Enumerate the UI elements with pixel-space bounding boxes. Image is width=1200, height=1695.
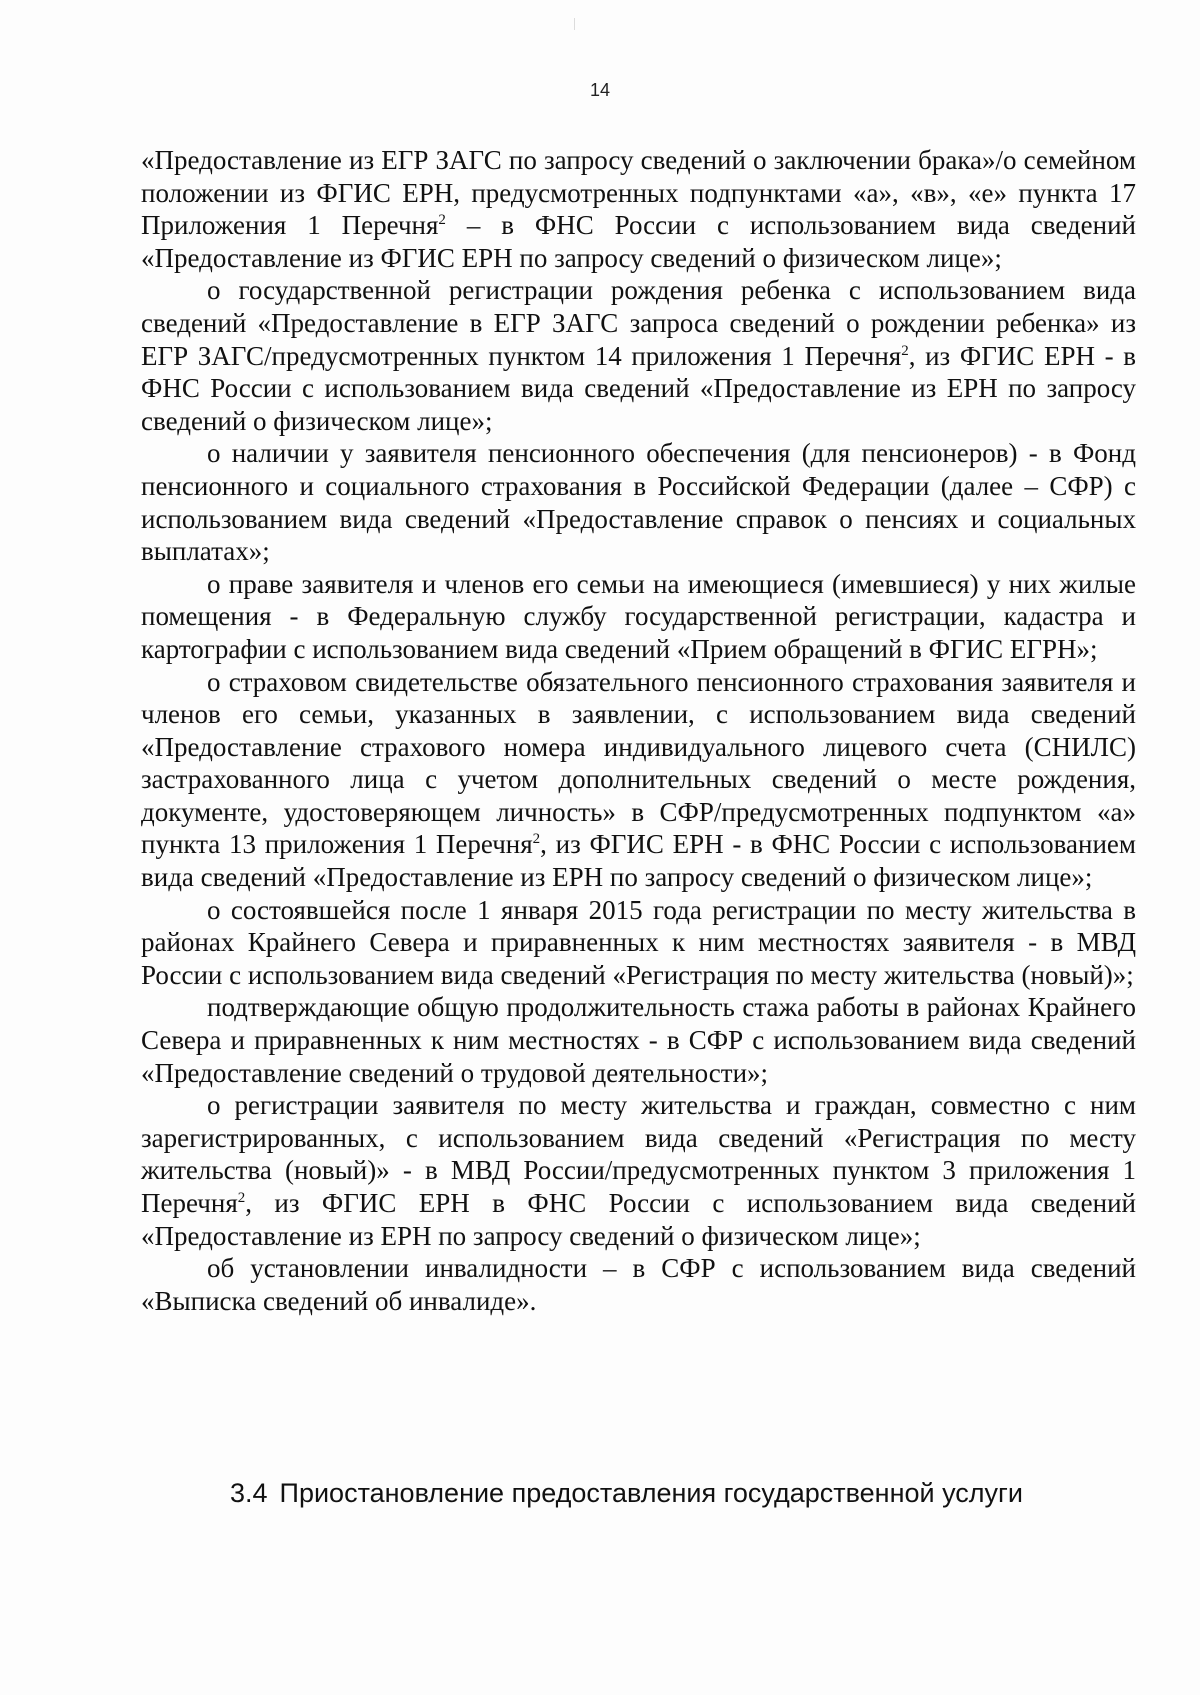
paragraph-text: , из ФГИС ЕРН - в ФНС России с использованием вида сведений «Предоставление из ЕРН по запросу сведений о физическом лице»;: [141, 340, 1137, 436]
paragraph-item: [141, 894, 1136, 992]
scan-artifact: [574, 18, 575, 30]
paragraph-text: о регистрации заявителя по месту жительства и граждан, совместно с ним зарегистрированных, с использованием вида сведений «Регистрация по месту жительства (новый)» - в МВД России/предусмотренных пунктом 3 приложения 1 Перечня: [141, 1090, 1136, 1218]
paragraph-item: [141, 1089, 1136, 1252]
document-body: [141, 144, 1136, 1317]
section-number: 3.4: [230, 1478, 268, 1508]
footnote-reference: 2: [237, 1190, 246, 1206]
paragraph-item: [141, 437, 1136, 567]
section-heading: [230, 1476, 1130, 1510]
paragraph-text: подтверждающие общую продолжительность стажа работы в районах Крайнего Севера и приравненных к ним местностях - в СФР с использованием вида сведений «Предоставление сведений о трудовой деятельности»;: [141, 992, 1136, 1088]
section-title: Приостановление предоставления государственной услуги: [279, 1478, 1023, 1508]
paragraph-text: о государственной регистрации рождения ребенка с использованием вида сведений «Предоставление в ЕГР ЗАГС запроса сведений о рождении ребенка» из ЕГР ЗАГС/предусмотренных пунктом 14 приложения 1 Перечня: [141, 275, 1136, 371]
paragraph-text: о праве заявителя и членов его семьи на имеющиеся (имевшиеся) у них жилые помещения - в Федеральную службу государственной регистрации, кадастра и картографии с использованием вида сведений «Прием обращений в ФГИС ЕГРН»;: [141, 568, 1136, 664]
paragraph-item: [141, 1252, 1136, 1317]
paragraph-item: [141, 991, 1136, 1089]
footnote-reference: 2: [438, 212, 446, 229]
paragraph-text: об установлении инвалидности – в СФР с использованием вида сведений «Выписка сведений об инвалиде».: [141, 1253, 1136, 1316]
paragraph-item: [141, 274, 1136, 437]
paragraph-text: о страховом свидетельстве обязательного пенсионного страхования заявителя и членов его семьи, указанных в заявлении, с использованием вида сведений «Предоставление страхового номера индивидуального лицевого счета (СНИЛС) застрахованного лица с учетом дополнительных сведений о месте рождения, документе, удостоверяющем личность» в СФР/предусмотренных подпунктом «а» пункта 13 приложения 1 Перечня: [141, 666, 1136, 860]
footnote-reference: 2: [901, 342, 909, 359]
paragraph-text: «Предоставление из ЕГР ЗАГС по запросу сведений о заключении брака»/о семейном положении из ФГИС ЕРН, предусмотренных подпунктами «а», «в», «е» пункта 17 Приложения 1 Перечня: [141, 145, 1136, 241]
paragraph-text: , из ФГИС ЕРН - в ФНС России с использованием вида сведений «Предоставление из ЕРН по запросу сведений о физическом лице»;: [141, 829, 1136, 893]
paragraph-item: [141, 666, 1136, 894]
paragraph-continuation: [141, 144, 1136, 274]
paragraph-text: , из ФГИС ЕРН в ФНС России с использованием вида сведений «Предоставление из ЕРН по запросу сведений о физическом лице»;: [141, 1188, 1136, 1251]
paragraph-text: о наличии у заявителя пенсионного обеспечения (для пенсионеров) - в Фонд пенсионного и социального страхования в Российской Федерации (далее – СФР) с использованием вида сведений «Предоставление справок о пенсиях и социальных выплатах»;: [141, 438, 1136, 567]
paragraph-item: [141, 568, 1136, 666]
footnote-reference: 2: [532, 831, 541, 848]
page-number: 14: [589, 80, 611, 100]
paragraph-text: – в ФНС России с использованием вида сведений «Предоставление из ФГИС ЕРН по запросу сведений о физическом лице»;: [141, 210, 1137, 273]
paragraph-text: о состоявшейся после 1 января 2015 года регистрации по месту жительства в районах Крайнего Севера и приравненных к ним местностях заявителя - в МВД России с использованием вида сведений «Регистрация по месту жительства (новый)»;: [141, 894, 1136, 990]
